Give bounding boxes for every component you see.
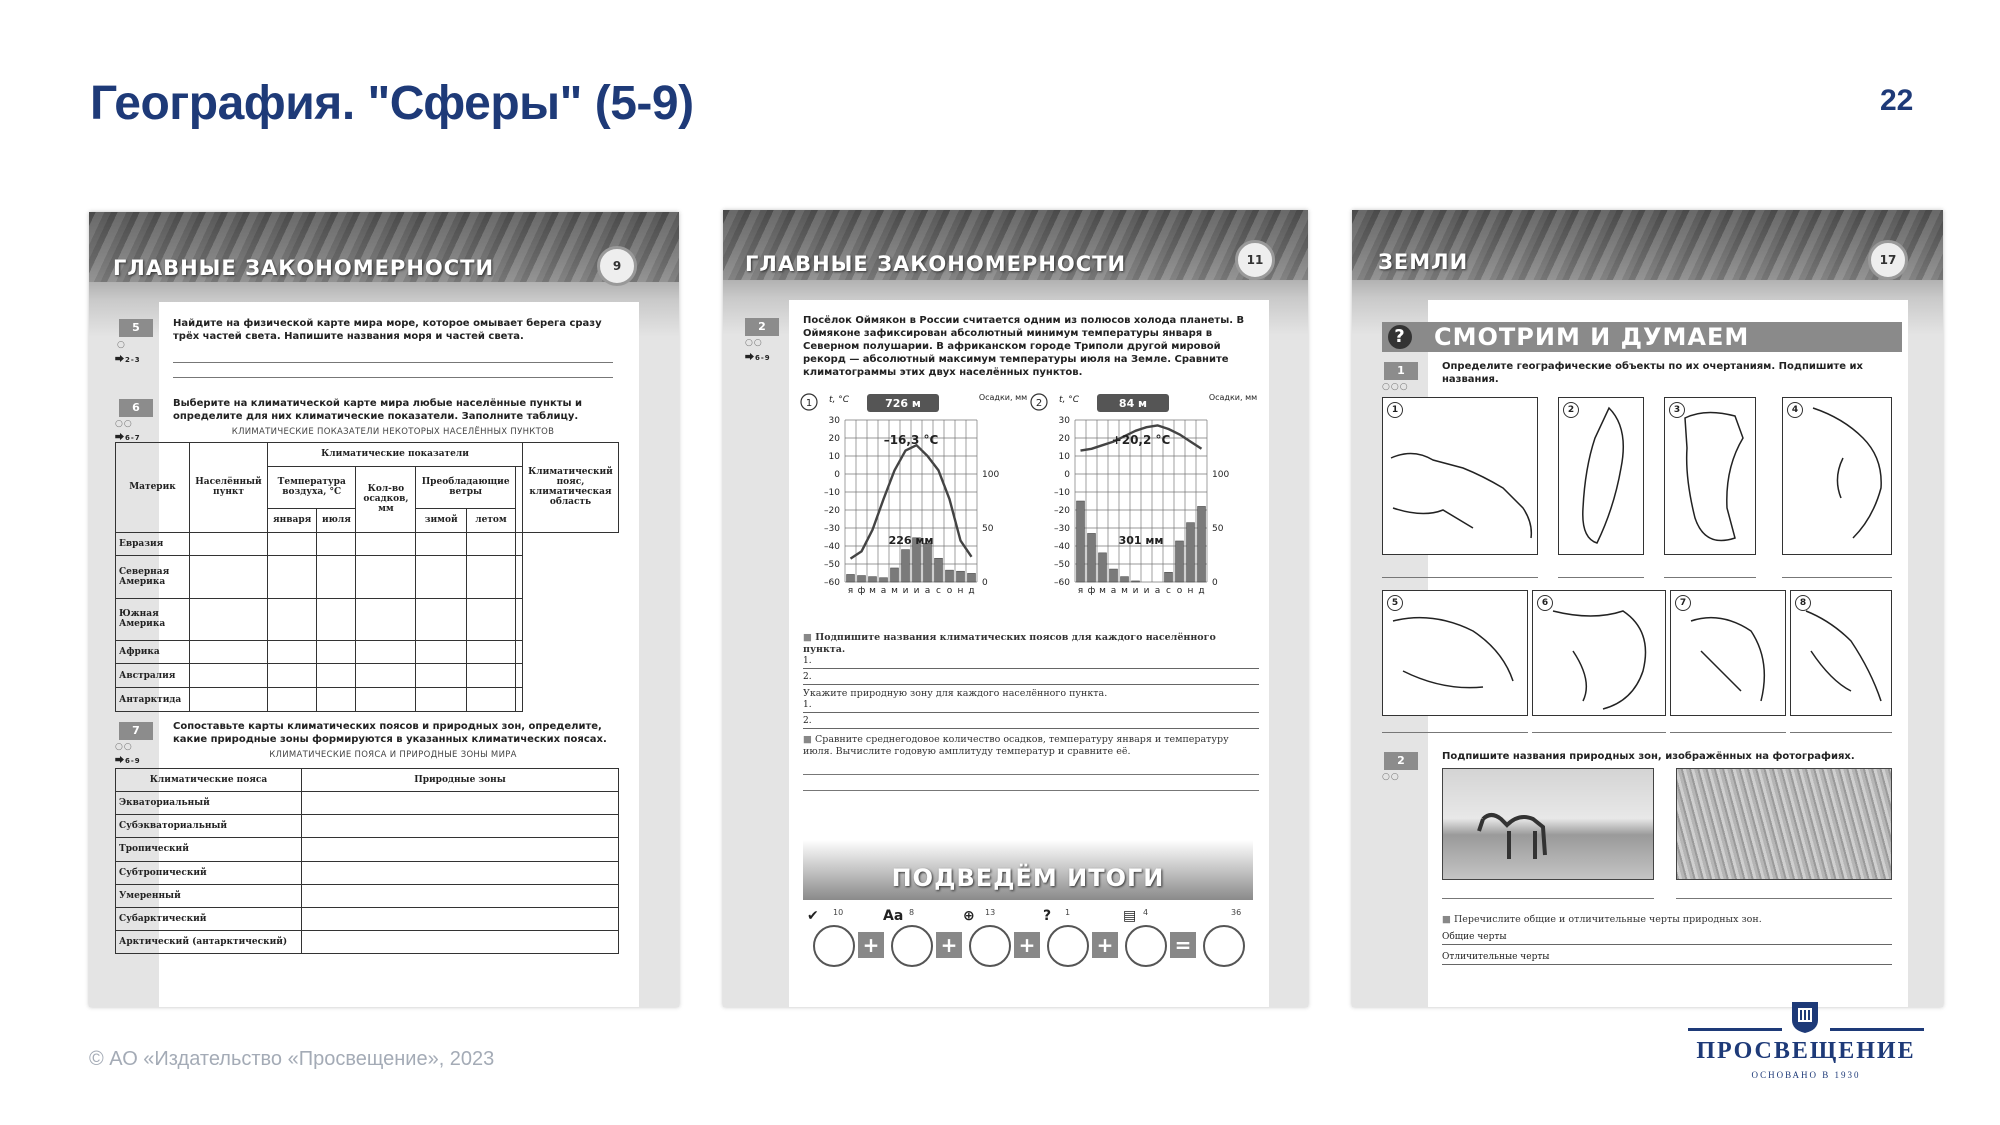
- y-tick-label: 10: [828, 452, 840, 462]
- table-row: [116, 556, 619, 598]
- answer-line: [1790, 732, 1892, 733]
- x-tick-label: и: [913, 586, 920, 596]
- col-header: января: [268, 508, 317, 532]
- map-number: 1: [1387, 402, 1403, 418]
- task-text: Сопоставьте карты климатических поясов и природных зон, определите, какие природные зоны формируются в указанных климатических поясах.: [173, 721, 607, 745]
- difficulty-dots: ○○: [115, 742, 133, 752]
- elevation-label: 84 м: [1118, 397, 1148, 410]
- coastline-shape: [1671, 591, 1787, 717]
- table-row: [116, 838, 619, 861]
- y-tick-label: –30: [1054, 524, 1070, 534]
- table-row: [116, 907, 619, 930]
- answer-line: [173, 362, 613, 363]
- col-header: Преобладающие ветры: [416, 466, 516, 508]
- slide-page-number: 22: [1880, 84, 1914, 117]
- row-label: Евразия: [116, 532, 190, 556]
- instruction-text: Укажите природную зону для каждого населённого пункта.: [803, 688, 1108, 699]
- outline-map: [1782, 397, 1892, 555]
- row-label: Тропический: [116, 838, 302, 861]
- answer-line: [1664, 577, 1756, 578]
- col-header: Климатические показатели: [268, 443, 523, 467]
- answer-line-distinct[interactable]: Отличительные черты: [1442, 952, 1892, 965]
- page-header: ЗЕМЛИ: [1378, 250, 1469, 274]
- outline-map: [1790, 590, 1892, 716]
- table-row: [116, 930, 619, 953]
- page-ref-icon: ⮕6-7: [115, 433, 141, 443]
- x-tick-label: о: [1176, 586, 1183, 596]
- task-number: 7: [119, 722, 153, 740]
- publisher-logo: [1688, 1000, 1924, 1084]
- task-number: 5: [119, 319, 153, 337]
- y-tick-label: 20: [1058, 434, 1070, 444]
- y-tick-label: –20: [1054, 506, 1070, 516]
- table-caption: КЛИМАТИЧЕСКИЕ ПОЯСА И ПРИРОДНЫЕ ЗОНЫ МИРА: [269, 750, 517, 760]
- question-icon: ?: [1043, 908, 1052, 924]
- photo-desert-camel: [1442, 768, 1654, 880]
- instruction-text: [803, 632, 1259, 656]
- x-tick-label: д: [1198, 586, 1205, 596]
- precip-bar: [1198, 506, 1206, 582]
- temperature-annotation: +20,2 °С: [1111, 433, 1171, 447]
- row-label: Антарктида: [116, 688, 190, 712]
- x-tick-label: я: [847, 586, 854, 596]
- plus-sign: +: [858, 932, 884, 958]
- answer-line[interactable]: 2.: [803, 672, 1259, 685]
- answer-line: [1782, 577, 1892, 578]
- plus-sign: +: [1014, 932, 1040, 958]
- answer-line[interactable]: 1.: [803, 700, 1259, 713]
- precip-bar: [968, 573, 976, 582]
- workbook-page-9: [89, 212, 679, 1007]
- precip-bar: [858, 576, 866, 582]
- col-header: Населённый пункт: [190, 443, 268, 533]
- y2-tick-label: 100: [982, 470, 1000, 480]
- y-axis-label: t, °С: [1059, 395, 1080, 405]
- climatogram-2: [1029, 390, 1261, 615]
- col-header: Температура воздуха, °С: [268, 466, 356, 508]
- row-label: Субтропический: [116, 861, 302, 884]
- col-header: зимой: [416, 508, 467, 532]
- score-max: 10: [833, 908, 844, 917]
- col-header: Природные зоны: [302, 769, 619, 792]
- outline-map: [1382, 397, 1538, 555]
- y-tick-label: –40: [824, 542, 840, 552]
- photo-steppe-grass: [1676, 768, 1892, 880]
- x-tick-label: и: [902, 586, 909, 596]
- answer-line: [1382, 732, 1528, 733]
- x-tick-label: м: [1099, 586, 1106, 596]
- x-tick-label: ф: [857, 586, 866, 596]
- publisher-name: ПРОСВЕЩЕНИЕ: [1696, 1038, 1916, 1064]
- score-circle[interactable]: [891, 925, 933, 967]
- difficulty-dots: ○○: [1382, 772, 1400, 782]
- row-label: Африка: [116, 640, 190, 664]
- table-row: [116, 884, 619, 907]
- page-ref-icon: ⮕6-9: [115, 756, 141, 766]
- y-axis-label: t, °С: [829, 395, 850, 405]
- climatogram-1: [799, 390, 1029, 615]
- answer-line[interactable]: 2.: [803, 716, 1259, 729]
- precip-bar: [880, 578, 888, 582]
- table-row: [116, 861, 619, 884]
- col-header: Кол-во осадков, мм: [356, 466, 416, 532]
- y-tick-label: –20: [824, 506, 840, 516]
- outline-map: [1532, 590, 1666, 716]
- climate-table: [115, 442, 619, 712]
- precip-bar: [1088, 533, 1096, 582]
- y-tick-label: –30: [824, 524, 840, 534]
- row-label: Субэкваториальный: [116, 815, 302, 838]
- y-tick-label: –40: [1054, 542, 1070, 552]
- map-number: 4: [1787, 402, 1803, 418]
- score-max: 1: [1065, 908, 1071, 917]
- instruction-label: Сравните среднегодовое количество осадков, температуру января и температуру июля. Вычислите годовую амплитуду температур и сравните её.: [803, 734, 1229, 757]
- x-tick-label: с: [936, 586, 941, 596]
- precip-bar: [1099, 553, 1107, 582]
- y-tick-label: –10: [824, 488, 840, 498]
- slide-title: География. "Сферы" (5-9): [90, 77, 694, 130]
- y2-tick-label: 50: [982, 524, 994, 534]
- table-row: [116, 598, 619, 640]
- answer-line: [173, 377, 613, 378]
- x-tick-label: а: [880, 586, 887, 596]
- y2-axis-label: Осадки, мм: [1208, 393, 1258, 402]
- instruction-label: Перечислите общие и отличительные черты природных зон.: [1454, 914, 1762, 925]
- y-tick-label: 10: [1058, 452, 1070, 462]
- y2-tick-label: 0: [1212, 578, 1218, 588]
- table-row: [116, 792, 619, 815]
- task-number: 1: [1384, 362, 1418, 380]
- task-text: Посёлок Оймякон в России считается одним из полюсов холода планеты. В Оймяконе зафиксирован абсолютный минимум температуры января в Северном полушарии. В африканском городе Триполи другой мировой рекорд — абсолютный максимум температуры июля на Земле. Сравните климатограммы этих двух населённых пунктов.: [803, 315, 1245, 378]
- temperature-annotation: –16,3 °С: [883, 433, 939, 447]
- difficulty-dots: ○○: [115, 419, 133, 429]
- precip-bar: [1077, 501, 1085, 582]
- page-header: ГЛАВНЫЕ ЗАКОНОМЕРНОСТИ: [745, 252, 1127, 276]
- page-number-badge: 11: [1235, 240, 1275, 280]
- precip-bar: [1187, 523, 1195, 582]
- coastline-shape: [1383, 591, 1529, 717]
- precip-bar: [1176, 541, 1184, 582]
- letters-icon: Aa: [883, 908, 904, 924]
- x-tick-label: ф: [1087, 586, 1096, 596]
- table-caption: КЛИМАТИЧЕСКИЕ ПОКАЗАТЕЛИ НЕКОТОРЫХ НАСЕЛЁННЫХ ПУНКТОВ: [231, 427, 555, 437]
- col-header: Климатический пояс, климатическая область: [523, 443, 619, 533]
- row-label: Арктический (антарктический): [116, 930, 302, 953]
- precip-bar: [935, 558, 943, 582]
- outline-map: [1382, 590, 1528, 716]
- table-row: [116, 640, 619, 664]
- task-text: Выберите на климатической карте мира любые населённые пункты и определите для них климатические показатели. Заполните таблицу.: [173, 398, 583, 422]
- score-circle[interactable]: [969, 925, 1011, 967]
- answer-line: [1670, 732, 1786, 733]
- score-max: 13: [985, 908, 996, 917]
- task-number: 2: [745, 318, 779, 336]
- zones-table: [115, 768, 619, 954]
- precip-bar: [1110, 569, 1118, 582]
- x-tick-label: с: [1166, 586, 1171, 596]
- row-label: Северная Америка: [116, 556, 190, 598]
- map-number: 8: [1795, 595, 1811, 611]
- chart-marker-label: 2: [1035, 398, 1043, 409]
- y-tick-label: 0: [1064, 470, 1070, 480]
- task-text: Подпишите названия природных зон, изображённых на фотографиях.: [1442, 751, 1855, 762]
- section-title: СМОТРИМ И ДУМАЕМ: [1434, 323, 1750, 351]
- precip-bar: [891, 568, 899, 582]
- square-bullet: ■: [803, 632, 816, 643]
- answer-line[interactable]: 1.: [803, 656, 1259, 669]
- x-tick-label: а: [924, 586, 931, 596]
- check-icon: ✔: [807, 908, 819, 924]
- precip-bar: [847, 574, 855, 582]
- table-row: [116, 688, 619, 712]
- precip-bar: [946, 570, 954, 582]
- workbook-page-11: [723, 210, 1308, 1007]
- row-label: Умеренный: [116, 884, 302, 907]
- difficulty-dots: ○○○: [1382, 382, 1409, 392]
- camel-silhouette: [1443, 769, 1654, 880]
- instruction-text: [1442, 914, 1892, 926]
- coastline-shape: [1559, 398, 1645, 556]
- coastline-shape: [1533, 591, 1667, 717]
- map-number: 3: [1669, 402, 1685, 418]
- globe-icon: ⊕: [963, 908, 975, 924]
- x-tick-label: м: [869, 586, 876, 596]
- precip-bar: [1132, 581, 1140, 582]
- elevation-label: 726 м: [885, 397, 921, 410]
- outline-map: [1664, 397, 1756, 555]
- row-label: Южная Америка: [116, 598, 190, 640]
- page-header: ГЛАВНЫЕ ЗАКОНОМЕРНОСТИ: [113, 256, 495, 280]
- equals-sign: =: [1170, 932, 1196, 958]
- coastline-shape: [1665, 398, 1757, 556]
- publisher-tagline: ОСНОВАНО В 1930: [1751, 1070, 1861, 1080]
- col-header: Климатические пояса: [116, 769, 302, 792]
- y-tick-label: –50: [1054, 560, 1070, 570]
- x-tick-label: н: [1187, 586, 1194, 596]
- precip-bar: [957, 571, 965, 582]
- coastline-shape: [1383, 398, 1539, 556]
- col-header: Материк: [116, 443, 190, 533]
- score-circle[interactable]: [1125, 925, 1167, 967]
- score-circle[interactable]: [813, 925, 855, 967]
- task-number: 6: [119, 399, 153, 417]
- score-circle[interactable]: [1047, 925, 1089, 967]
- chart-marker-label: 1: [805, 398, 813, 409]
- y-tick-label: –60: [824, 578, 840, 588]
- precip-bar: [1121, 577, 1129, 582]
- table-row: [116, 532, 619, 556]
- task-text: Найдите на физической карте мира море, которое омывает берега сразу трёх частей света. Напишите названия моря и частей света.: [173, 318, 602, 342]
- page-ref-icon: ⮕2-3: [115, 355, 141, 365]
- score-max: 8: [909, 908, 915, 917]
- answer-line-common[interactable]: Общие черты: [1442, 932, 1892, 945]
- y-tick-label: –10: [1054, 488, 1070, 498]
- score-max: 4: [1143, 908, 1149, 917]
- y2-tick-label: 50: [1212, 524, 1224, 534]
- x-tick-label: о: [946, 586, 953, 596]
- x-tick-label: д: [968, 586, 975, 596]
- x-tick-label: м: [1121, 586, 1128, 596]
- plus-sign: +: [1092, 932, 1118, 958]
- y-tick-label: 30: [1058, 416, 1070, 426]
- y2-tick-label: 0: [982, 578, 988, 588]
- precip-annotation: 301 мм: [1118, 534, 1164, 547]
- plus-sign: +: [936, 932, 962, 958]
- precip-bar: [902, 550, 910, 582]
- row-label: Экваториальный: [116, 792, 302, 815]
- crest-icon: [1790, 1000, 1820, 1034]
- page-number-badge: 17: [1868, 240, 1908, 280]
- section-header: [1382, 322, 1902, 352]
- x-tick-label: и: [1132, 586, 1139, 596]
- task-text: Определите географические объекты по их очертаниям. Подпишите их названия.: [1442, 361, 1864, 385]
- answer-line: [1532, 732, 1666, 733]
- col-header: летом: [467, 508, 516, 532]
- x-tick-label: и: [1143, 586, 1150, 596]
- square-bullet: ■: [803, 734, 815, 745]
- workbook-page-17: [1352, 210, 1943, 1007]
- question-icon: ?: [1388, 325, 1412, 349]
- score-total-max: 36: [1231, 908, 1242, 917]
- square-bullet: ■: [1442, 914, 1454, 925]
- difficulty-dots: ○: [117, 340, 126, 350]
- x-tick-label: я: [1077, 586, 1084, 596]
- answer-line: [1558, 577, 1644, 578]
- map-number: 6: [1537, 595, 1553, 611]
- outline-map: [1558, 397, 1644, 555]
- col-header: июля: [317, 508, 356, 532]
- summary-banner: ПОДВЕДЁМ ИТОГИ: [803, 840, 1253, 900]
- map-number: 5: [1387, 595, 1403, 611]
- outline-map: [1670, 590, 1786, 716]
- row-label: Субарктический: [116, 907, 302, 930]
- coastline-shape: [1783, 398, 1893, 556]
- precip-bar: [924, 543, 932, 582]
- answer-line: [1382, 577, 1538, 578]
- y-tick-label: –50: [824, 560, 840, 570]
- y-tick-label: 30: [828, 416, 840, 426]
- precip-bar: [1165, 572, 1173, 582]
- answer-line: [803, 774, 1259, 775]
- y-tick-label: –60: [1054, 578, 1070, 588]
- x-tick-label: а: [1154, 586, 1161, 596]
- score-total-circle[interactable]: [1203, 925, 1245, 967]
- table-row: [116, 664, 619, 688]
- task-number: 2: [1384, 752, 1418, 770]
- precip-bar: [869, 577, 877, 582]
- difficulty-dots: ○○: [745, 338, 763, 348]
- answer-line: [803, 790, 1259, 791]
- book-icon: ▤: [1123, 908, 1137, 924]
- y-tick-label: 20: [828, 434, 840, 444]
- answer-line: [1676, 898, 1892, 899]
- copyright-text: © АО «Издательство «Просвещение», 2023: [89, 1048, 495, 1070]
- map-number: 7: [1675, 595, 1691, 611]
- precip-annotation: 226 мм: [888, 534, 934, 547]
- x-tick-label: а: [1110, 586, 1117, 596]
- x-tick-label: м: [891, 586, 898, 596]
- y2-axis-label: Осадки, мм: [978, 393, 1028, 402]
- y-tick-label: 0: [834, 470, 840, 480]
- x-tick-label: н: [957, 586, 964, 596]
- map-number: 2: [1563, 402, 1579, 418]
- instruction-label: Подпишите названия климатических поясов для каждого населённого пункта.: [803, 632, 1216, 655]
- table-row: [116, 815, 619, 838]
- answer-line: [1442, 898, 1654, 899]
- row-label: Австралия: [116, 664, 190, 688]
- instruction-text: [803, 734, 1259, 758]
- y2-tick-label: 100: [1212, 470, 1230, 480]
- page-number-badge: 9: [597, 246, 637, 286]
- page-ref-icon: ⮕6-9: [745, 353, 771, 363]
